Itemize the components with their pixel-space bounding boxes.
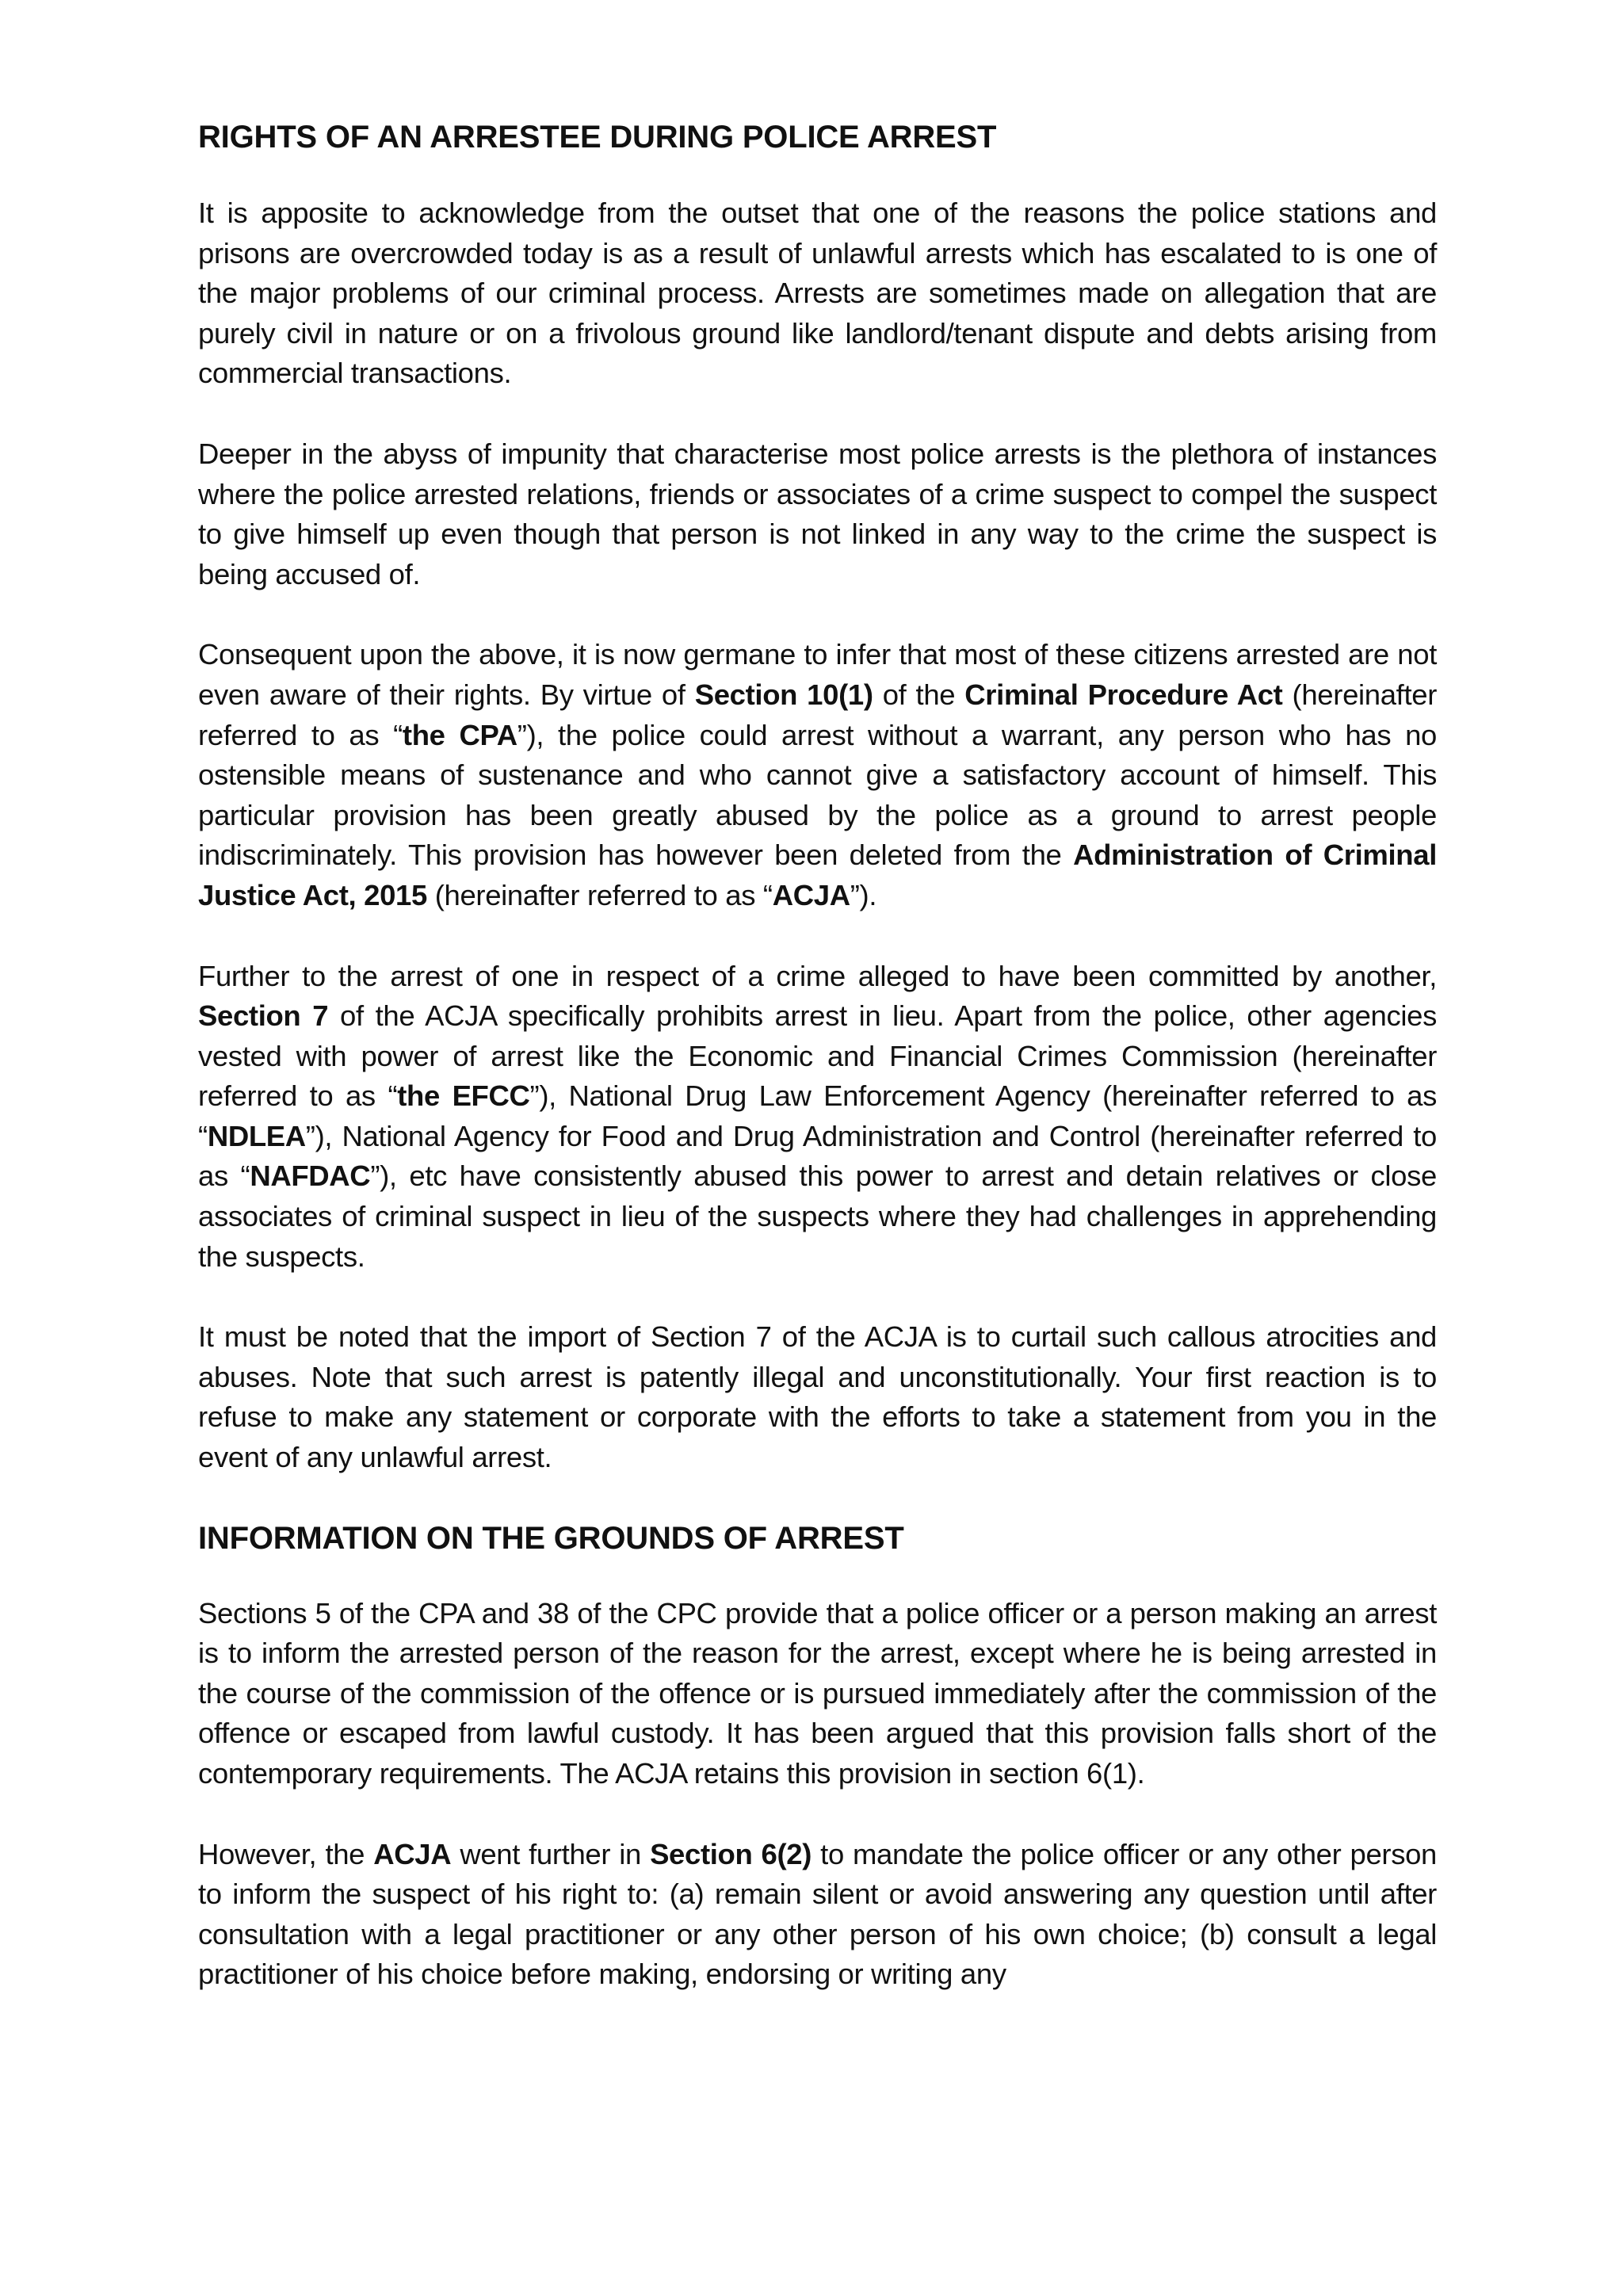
text-run: to mandate the police officer or any other person to inform the suspect of his right to: (a) remain silent or avoid answering any question until after consultation with a legal practitioner or any other person of his own choice; (b) consult a legal practitioner of his choice before making, endorsing or writing any: [198, 1837, 1437, 1991]
bold-term-section-10-1: Section 10(1): [694, 678, 873, 711]
bold-term-acja: ACJA: [373, 1837, 452, 1870]
text-run: of the ACJA specifically prohibits arrest in lieu. Apart from the police, other agencies vested with power of arrest like the Economic and Financial Crimes Commission (hereinafter referred to as “: [198, 999, 1437, 1113]
text-run: (hereinafter referred to as “: [198, 678, 1438, 751]
bold-term-acja-full-name: Administration of Criminal Justice Act, 2015: [198, 839, 1437, 911]
text-run: ”), National Agency for Food and Drug Administration and Control (hereinafter referred to as “: [198, 1119, 1437, 1193]
bold-term-nafdac: NAFDAC: [250, 1159, 371, 1193]
bold-term-ndlea: NDLEA: [207, 1119, 306, 1152]
bold-term-section-6-2: Section 6(2): [650, 1837, 812, 1870]
paragraph-6: Sections 5 of the CPA and 38 of the CPC provide that a police officer or a person making an arrest is to inform the arrested person of the reason for the arrest, except where he is being arrested in the course of the commission of the offence or is pursued immediately after the commission of the offence or escaped from lawful custody. It has been argued that this provision falls short of the contemporary requirements. The ACJA retains this provision in section 6(1).: [198, 1596, 1437, 1790]
page-title: RIGHTS OF AN ARRESTEE DURING POLICE ARREST: [198, 120, 997, 155]
paragraph-4: [198, 957, 1437, 1278]
bold-term-the-efcc: the EFCC: [397, 1079, 530, 1113]
document-page: [198, 117, 1437, 2035]
text-run: ”), etc have consistently abused this power to arrest and detain relatives or close associates of criminal suspect in lieu of the suspects where they had challenges in apprehending the suspects.: [198, 1159, 1437, 1273]
paragraph-3: [198, 635, 1437, 915]
paragraph-2: Deeper in the abyss of impunity that characterise most police arrests is the plethora of instances where the police arrested relations, friends or associates of a crime suspect to compel the suspect to give himself up even though that person is not linked in any way to the crime the suspect is being accused of.: [198, 437, 1437, 590]
text-run: (hereinafter referred to as “: [426, 878, 773, 911]
bold-term-acja: ACJA: [772, 878, 850, 911]
bold-term-criminal-procedure-act: Criminal Procedure Act: [964, 678, 1283, 711]
text-run: ”), the police could arrest without a warrant, any person who has no ostensible means of sustenance and who cannot give a satisfactory account of himself. This particular provision has been greatly abused by the police as a ground to arrest people indiscriminately. This provision has however been deleted from the: [198, 718, 1437, 872]
paragraph-5: It must be noted that the import of Section 7 of the ACJA is to curtail such callous atrocities and abuses. Note that such arrest is patently illegal and unconstitutionally. Your first reaction is to refuse to make any statement or corporate with the efforts to take a statement from you in the event of any unlawful arrest.: [198, 1320, 1437, 1474]
text-run: ”).: [850, 878, 877, 911]
text-run: ”), National Drug Law Enforcement Agency (hereinafter referred to as “: [198, 1079, 1437, 1152]
text-run: of the: [873, 678, 965, 711]
paragraph-1: It is apposite to acknowledge from the outset that one of the reasons the police stations and prisons are overcrowded today is as a result of unlawful arrests which has escalated to is one of the major problems of our criminal process. Arrests are sometimes made on allegation that are purely civil in nature or on a frivolous ground like landlord/tenant dispute and debts arising from commercial transactions.: [198, 197, 1437, 390]
text-run: went further in: [451, 1837, 651, 1870]
bold-term-section-7: Section 7: [198, 999, 329, 1033]
text-run: Further to the arrest of one in respect of a crime alleged to have been committed by another,: [198, 959, 1437, 992]
paragraph-7: [198, 1835, 1437, 1995]
section-heading: INFORMATION ON THE GROUNDS OF ARREST: [198, 1520, 904, 1556]
text-run: Consequent upon the above, it is now germane to infer that most of these citizens arrested are not even aware of their rights. By virtue of: [198, 638, 1437, 711]
text-run: However, the: [198, 1837, 374, 1870]
bold-term-the-cpa: the CPA: [402, 718, 517, 751]
